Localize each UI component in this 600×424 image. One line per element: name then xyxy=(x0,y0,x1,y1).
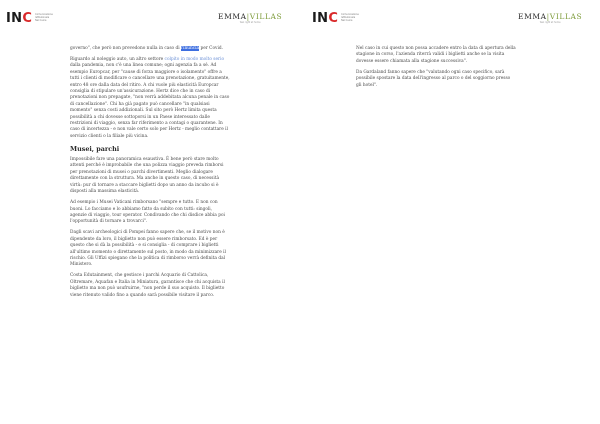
emma-villas-logo[interactable] xyxy=(218,12,282,24)
paragraph: Riguardo al noleggio auto, un altro settore colpito in modo molto serio dalla pandemia, non c'è una linea comune; ogni agenzia fa a sé. Ad esempio Europcar, per "cause di forza maggiore o isolamento" offre a tutti i clienti di modificare o cancellare una prenotazione, gratuitamente, entro 48 ore dalla data del ritiro. A chi vuole più elasticità Europcar consiglia di stipulare un'assicurazione. Hertz dice che in caso di prenotazioni non prepagate, "non verrà addebitata alcuna penale in caso di cancellazione". Chi ha già pagato può cancellare "in qualsiasi momento" senza costi addizionali. Sul sito però Hertz limita questa possibilità a chi dovesse sottoporsi in un Paese interessato dalle restrizioni di viaggio, senza far riferimento a contagi o quarantene. In caso di incertezza - e non vale certo solo per Hertz - meglio contattare il servizio clienti o la filiale più vicina. xyxy=(70,57,230,139)
inc-logo-subtitle: Comunicazione Istituzionale Nel Cuore xyxy=(341,13,359,22)
article-column-right xyxy=(356,46,516,94)
paragraph: Da Gardaland fanno sapere che "valutando ogni caso specifico, sarà possibile spostare la data dell'ingresso al parco o del soggiorno presso gli hotel". xyxy=(356,69,511,88)
right-page xyxy=(300,0,600,424)
paragraph: Dagli scavi archeologici di Pompei fanno sapere che, se il motivo non è dipendente da loro, il biglietto non può essere rimborsato. Ed è per questo che si dà la possibilità - e si consiglia - di comprare i biglietti all'ultimo momento o direttamente sul posto, in modo da minimizzare il rischio. Gli Uffizi spiegano che la politica di rimborso verrà definita dal Ministero. xyxy=(70,230,226,268)
emma-villas-name: EMMA|VILLAS xyxy=(518,12,583,21)
paragraph: Nel caso in cui questo non possa accadere entro la data di apertura della stagione in corso, l'azienda riterrà validi i biglietti anche se la visita dovesse essere chiamata alla stagione successiva". xyxy=(356,46,516,64)
inc-logo-mark: INC xyxy=(312,11,339,26)
article-link[interactable]: colpito in modo molto serio xyxy=(164,57,225,62)
emma-villas-tagline: feel right at home xyxy=(539,21,561,24)
emma-villas-tagline: feel right at home xyxy=(239,21,261,24)
emma-villas-name: EMMA|VILLAS xyxy=(218,12,283,21)
inc-logo[interactable] xyxy=(312,11,361,26)
paragraph: Costa Edutainment, che gestisce i parchi Acquario di Cattolica, Oltremare, Aquafan e Italia in Miniatura, garantisce che chi acquista il biglietto ma non può usufruirne, "non perde il suo acquisto. Il biglietto viene ritenuto valido fino a quando sarà possibile visitare il parco. xyxy=(70,273,225,298)
inc-logo-subtitle: Comunicazione Istituzionale Nel Cuore xyxy=(35,13,53,22)
inc-logo-mark: INC xyxy=(6,11,33,26)
section-heading: Musei, parchi xyxy=(70,144,120,153)
paragraph: Impossibile fare una panoramica esaustiva. È bene però stare molto attenti perché è improbabile che una polizza viaggio preveda rimborsi per prenotazioni di musei o parchi divertimenti. Meglio dialogare direttamente con la struttura. Ma anche in questo caso, di necessità virtù: pur di tornare a staccare biglietti dopo un anno da incubo si è disposti alla massima elasticità. xyxy=(70,157,224,195)
inc-logo[interactable] xyxy=(6,11,55,26)
paragraph: Ad esempio i Musei Vaticani rimborsano "sempre e tutto. E non con buoni. Lo facciamo e lo abbiamo fatto da subito con tutti: singoli, agenzie di viaggio, tour operator. Condivando che chi disdice abbia poi l'opportunità di tornare a trovarci". xyxy=(70,200,225,225)
paragraph: governo", che però non prevedono nulla in caso di rinuncia per Covid. xyxy=(70,46,223,51)
article-column-left xyxy=(70,46,230,304)
selected-text-highlight[interactable]: rinuncia xyxy=(181,46,200,51)
emma-villas-logo[interactable] xyxy=(518,12,582,24)
